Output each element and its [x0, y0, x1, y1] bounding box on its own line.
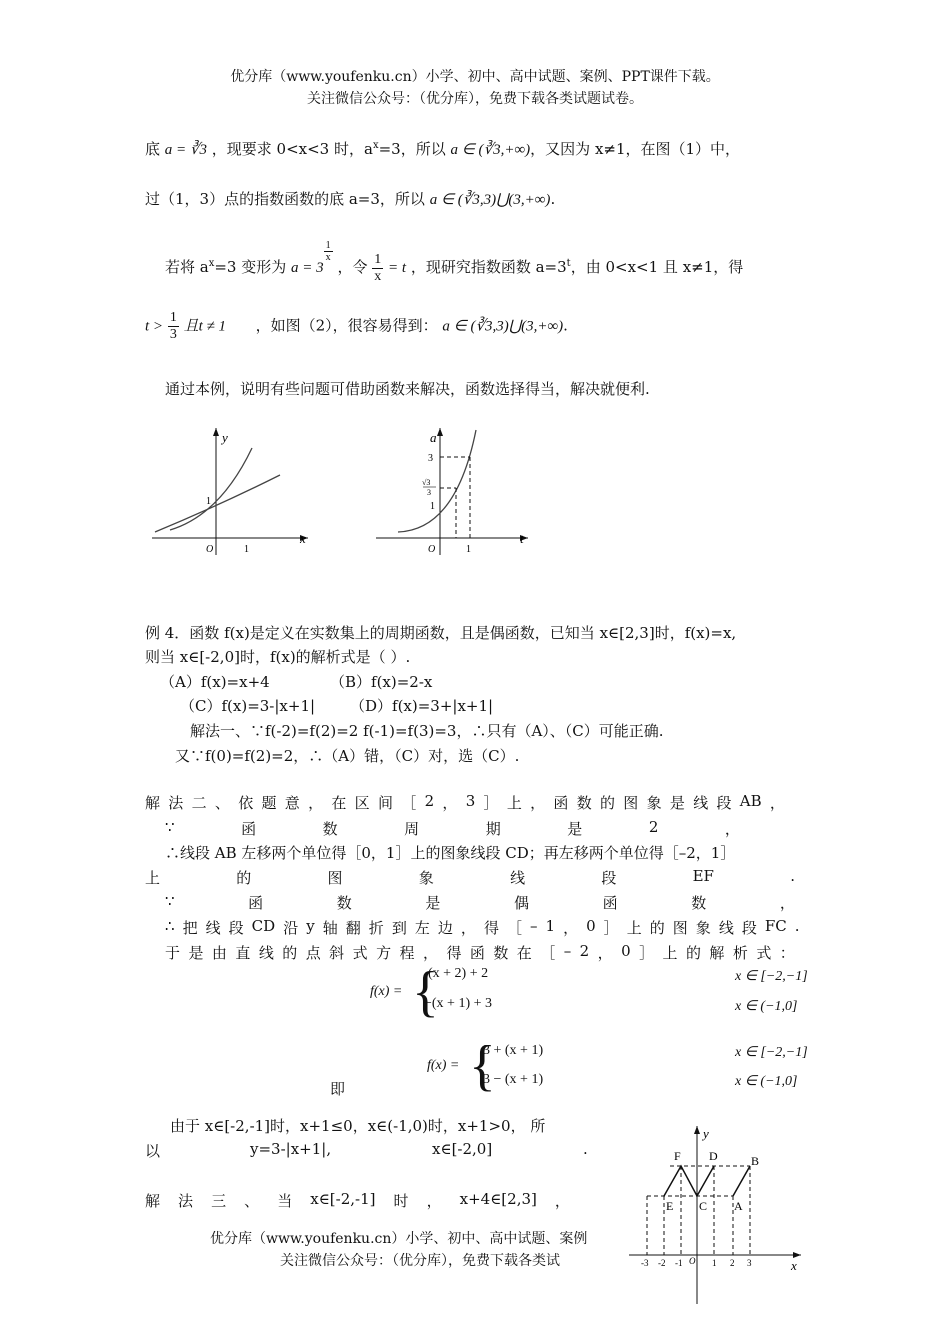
- tick-1: 1: [712, 1258, 717, 1268]
- math-interval: a ∈ (∛3,+∞): [450, 142, 531, 158]
- pw2-brace: {: [469, 1035, 496, 1097]
- label-C: C: [699, 1199, 708, 1213]
- solution-1-line-a: 解法一、∵f(-2)=f(2)=2 f(-1)=f(3)=3，∴只有（A）、（C）可能正确.: [190, 722, 664, 740]
- token: 偶: [514, 894, 530, 912]
- text: ，现研究指数函数 a=3: [410, 258, 567, 276]
- token: 到: [391, 919, 407, 937]
- token: 函: [248, 894, 264, 912]
- token: 线: [205, 919, 221, 937]
- token: 解: [709, 944, 725, 962]
- text: ，如图（2），很容易得到：: [255, 316, 438, 335]
- paragraph-3: [165, 240, 743, 285]
- header-line-1: 优分库（www.youfenku.cn）小学、初中、高中试题、案例、PPT课件下载。: [230, 69, 720, 85]
- num: 1: [374, 251, 382, 267]
- token: 在: [331, 794, 347, 812]
- token: 法: [168, 794, 184, 812]
- sol2-line-1: [145, 792, 785, 813]
- token: 象: [418, 869, 434, 887]
- tick-3: 3: [747, 1258, 752, 1268]
- token: 的: [600, 794, 616, 812]
- token: –: [530, 917, 538, 935]
- pw2-ji: 即: [330, 1080, 346, 1098]
- sol2-line-5: [165, 892, 795, 913]
- example-line-1: 例 4．函数 f(x)是定义在实数集上的周期函数，且是偶函数，已知当 x∈[2,3]时，f(x)=x,: [145, 624, 737, 642]
- pw2-row1: 3 + (x + 1): [483, 1043, 544, 1058]
- token: 得: [483, 919, 499, 937]
- math-interval: a ∈ (∛3,3)⋃(3,+∞): [429, 192, 551, 208]
- tick-neg1: -1: [675, 1258, 683, 1268]
- token: 线: [510, 869, 526, 887]
- token: 线: [693, 794, 709, 812]
- sup: x: [372, 140, 379, 151]
- fraction-1-over-3: [168, 310, 179, 343]
- token: 间: [377, 794, 393, 812]
- paragraph-5: 通过本例，说明有些问题可借助函数来解决，函数选择得当，解决就便利.: [165, 380, 650, 398]
- label-origin: O: [689, 1256, 696, 1266]
- token: 当: [277, 1192, 293, 1210]
- token: 数: [322, 820, 338, 838]
- text: 底: [145, 140, 161, 158]
- den: x: [325, 252, 331, 263]
- label-root3-den: 3: [427, 488, 431, 497]
- label-A: A: [734, 1199, 743, 1213]
- label-one-x: 1: [244, 544, 249, 555]
- token: 解: [145, 794, 161, 812]
- segments-EF-FC-CD: [664, 1166, 714, 1196]
- text: ，令: [337, 258, 368, 276]
- paragraph-4: [145, 310, 568, 343]
- token: CD: [251, 917, 276, 935]
- token: 段: [228, 919, 244, 937]
- y-arrow: [213, 428, 219, 436]
- math-interval: a ∈ (∛3,3)⋃(3,+∞): [442, 318, 564, 335]
- token: ，: [308, 794, 324, 812]
- token: 0: [621, 942, 631, 960]
- token: 的: [649, 919, 665, 937]
- paragraph-1: [145, 138, 740, 159]
- pw2-lhs: f(x) =: [427, 1058, 460, 1073]
- segment-AB: [733, 1166, 750, 1196]
- label-y: y: [703, 1126, 709, 1141]
- token: ∴: [165, 917, 175, 935]
- token: 的: [236, 869, 252, 887]
- token: 边: [437, 919, 453, 937]
- token: 区: [354, 794, 370, 812]
- token: 函: [241, 820, 257, 838]
- token: 象: [646, 794, 662, 812]
- token: 是: [567, 820, 583, 838]
- pw1-lhs: f(x) =: [370, 984, 403, 999]
- token: 线: [718, 919, 734, 937]
- token: ，: [769, 794, 785, 812]
- paragraph-2: [145, 188, 555, 209]
- pw1-row1: (x + 2) + 2: [428, 966, 489, 981]
- text: 过（1，3）点的指数函数的底 a=3，所以: [145, 190, 425, 208]
- token: 、: [244, 1192, 260, 1210]
- tick-neg2: -2: [658, 1258, 666, 1268]
- token: 题: [261, 794, 277, 812]
- token: 函: [553, 794, 569, 812]
- token: ∵: [165, 818, 175, 836]
- option-c: （C）f(x)=3-|x+1|: [180, 697, 316, 715]
- pw1-row2: −(x + 1) + 3: [424, 996, 493, 1011]
- token: 2: [424, 792, 435, 810]
- token: 0: [586, 917, 596, 935]
- token: 1: [545, 917, 556, 935]
- sol3-line-1: [145, 1190, 570, 1211]
- num: 1: [325, 240, 331, 251]
- tick-neg3: -3: [641, 1258, 649, 1268]
- token: 点: [305, 944, 321, 962]
- token: ，: [426, 1192, 442, 1210]
- example-line-2: 则当 x∈[-2,0]时，f(x)的解析式是（ ）.: [145, 648, 411, 666]
- token: 式: [756, 944, 772, 962]
- token: 直: [235, 944, 251, 962]
- label-E: E: [666, 1199, 674, 1213]
- token: ，: [460, 919, 476, 937]
- token: 函: [602, 894, 618, 912]
- token: ［: [401, 794, 417, 812]
- token: ，: [724, 820, 740, 838]
- label-root3: √3: [422, 478, 431, 487]
- token: 由: [211, 944, 227, 962]
- token: 上: [626, 919, 642, 937]
- token: ：: [779, 944, 795, 962]
- label-t: t: [520, 531, 524, 546]
- token: 是: [669, 794, 685, 812]
- token: 2: [648, 818, 659, 836]
- token: 在: [516, 944, 532, 962]
- token: 图: [623, 794, 639, 812]
- token: 期: [485, 820, 501, 838]
- token: 程: [399, 944, 415, 962]
- token: 析: [732, 944, 748, 962]
- token: 上: [145, 869, 161, 887]
- text: 若将 a: [165, 258, 209, 276]
- label-F: F: [674, 1149, 681, 1163]
- sol-end-line-2b: y=3-|x+1|,: [250, 1140, 332, 1158]
- token: 是: [425, 894, 441, 912]
- a-arrow: [437, 428, 443, 436]
- label-y: y: [222, 430, 228, 445]
- token: .: [794, 917, 800, 935]
- footer-line-2: 关注微信公众号：（优分库），免费下载各类试: [280, 1253, 560, 1269]
- text: .: [550, 190, 556, 208]
- tick-2: 2: [730, 1258, 735, 1268]
- token: ，: [563, 919, 579, 937]
- token: 图: [672, 919, 688, 937]
- label-one-y: 1: [430, 501, 435, 512]
- token: 沿: [283, 919, 299, 937]
- token: 3: [465, 792, 476, 810]
- token: 于: [165, 944, 181, 962]
- curve-large-base: [170, 448, 252, 530]
- label-D: D: [709, 1149, 718, 1163]
- token: 段: [716, 794, 732, 812]
- token: 数: [336, 894, 352, 912]
- token: 三: [211, 1192, 227, 1210]
- token: 解: [145, 1192, 161, 1210]
- fraction-1-over-x: [372, 252, 383, 285]
- token: .: [790, 867, 795, 885]
- figure-3: [615, 1118, 815, 1310]
- token: ，: [530, 794, 546, 812]
- token: x∈[-2,-1]: [310, 1190, 376, 1208]
- token: 依: [238, 794, 254, 812]
- math: t >: [145, 318, 164, 335]
- token: y: [306, 917, 315, 935]
- figure-1: [140, 420, 320, 560]
- token: 斜: [329, 944, 345, 962]
- pw2-row2: 3 − (x + 1): [483, 1072, 544, 1087]
- sol-end-line-2d: .: [583, 1140, 588, 1158]
- text: =3，所以: [378, 140, 446, 158]
- solution-1-line-b: 又∵f(0)=f(2)=2，∴（A）错，（C）对，选（C）.: [175, 747, 520, 765]
- token: 二: [191, 794, 207, 812]
- curve-small-base: [155, 475, 280, 532]
- token: ，: [779, 894, 795, 912]
- text: ，现要求 0<x<3 时，a: [211, 140, 373, 158]
- token: 时: [393, 1192, 409, 1210]
- token: 周: [404, 820, 420, 838]
- option-b: （B）f(x)=2-x: [330, 673, 433, 691]
- token: ［: [540, 944, 556, 962]
- label-x: x: [300, 531, 306, 546]
- token: 把: [182, 919, 198, 937]
- text: =3 变形为: [214, 258, 287, 276]
- token: ，: [442, 794, 458, 812]
- pw1-domain2: x ∈ (−1,0]: [735, 999, 798, 1014]
- token: ］: [639, 944, 655, 962]
- sup: x: [208, 258, 215, 269]
- pw2-domain2: x ∈ (−1,0]: [735, 1074, 798, 1089]
- math: = t: [388, 260, 407, 276]
- token: 数: [691, 894, 707, 912]
- label-origin: O: [428, 544, 436, 555]
- sol-end-line-1: 由于 x∈[-2,-1]时，x+1≤0，x∈(-1,0)时，x+1>0， 所: [170, 1117, 546, 1135]
- token: 2: [579, 942, 590, 960]
- pw1-domain1: x ∈ [−2,−1]: [735, 969, 808, 984]
- token: EF: [692, 867, 714, 885]
- label-x: x: [791, 1258, 797, 1273]
- pw2-domain1: x ∈ [−2,−1]: [735, 1045, 808, 1060]
- token: ］: [603, 919, 619, 937]
- token: ，: [597, 944, 613, 962]
- token: FC: [764, 917, 787, 935]
- token: 式: [352, 944, 368, 962]
- math: 且t ≠ 1: [183, 318, 227, 335]
- figure-2: [370, 420, 540, 560]
- token: 的: [685, 944, 701, 962]
- token: ［: [506, 919, 522, 937]
- token: 函: [469, 944, 485, 962]
- token: x+4∈[2,3]: [459, 1190, 537, 1208]
- den: x: [374, 268, 382, 284]
- token: 、: [214, 794, 230, 812]
- token: 得: [446, 944, 462, 962]
- sol2-line-4: [145, 867, 795, 888]
- token: 图: [327, 869, 343, 887]
- option-d: （D）f(x)=3+|x+1|: [350, 697, 494, 715]
- pw1-brace: {: [412, 961, 439, 1023]
- den: 3: [169, 327, 177, 342]
- label-3: 3: [428, 453, 433, 464]
- token: –: [563, 942, 572, 960]
- token: 象: [695, 919, 711, 937]
- token: AB: [739, 792, 762, 810]
- token: 方: [376, 944, 392, 962]
- math-base: a = 3: [291, 260, 324, 276]
- y-arrow: [694, 1126, 700, 1134]
- label-B: B: [751, 1154, 760, 1168]
- footer-line-1: 优分库（www.youfenku.cn）小学、初中、高中试题、案例: [210, 1231, 588, 1247]
- token: 的: [282, 944, 298, 962]
- token: 段: [741, 919, 757, 937]
- sol2-line-3: ∴线段 AB 左移两个单位得［0，1］上的图象线段 CD；再左移两个单位得［–2，1］: [165, 844, 736, 862]
- token: 数: [576, 794, 592, 812]
- token: 是: [188, 944, 204, 962]
- token: ，: [422, 944, 438, 962]
- token: 意: [284, 794, 300, 812]
- token: 上: [506, 794, 522, 812]
- curve-3-pow-t: [398, 430, 476, 532]
- token: 左: [414, 919, 430, 937]
- token: 上: [662, 944, 678, 962]
- label-origin: O: [206, 544, 214, 555]
- header-line-2: 关注微信公众号：（优分库），免费下载各类试题试卷。: [307, 91, 643, 107]
- num: 1: [169, 310, 177, 325]
- math-a-cuberoot3: a = ∛3: [164, 142, 207, 158]
- text: .: [563, 316, 568, 335]
- token: 线: [258, 944, 274, 962]
- label-one-x: 1: [466, 544, 471, 555]
- text: ，由 0<x<1 且 x≠1，得: [570, 258, 744, 276]
- option-a: （A）f(x)=x+4: [160, 673, 270, 691]
- token: 轴: [322, 919, 338, 937]
- exponent-fraction: [324, 240, 333, 263]
- label-a: a: [430, 430, 437, 445]
- sol-end-line-2a: 以: [145, 1142, 161, 1160]
- token: 法: [178, 1192, 194, 1210]
- token: ］: [483, 794, 499, 812]
- token: 折: [368, 919, 384, 937]
- text: ，又因为 x≠1，在图（1）中，: [530, 140, 741, 158]
- sol2-line-7: [165, 942, 795, 963]
- sol2-line-6: [165, 917, 800, 938]
- token: 段: [601, 869, 617, 887]
- token: 数: [493, 944, 509, 962]
- token: ，: [554, 1192, 570, 1210]
- sol-end-line-2c: x∈[-2,0]: [432, 1140, 493, 1158]
- token: 翻: [345, 919, 361, 937]
- sol2-line-2: [165, 818, 740, 839]
- label-one-y: 1: [206, 496, 211, 507]
- sup: t: [566, 258, 571, 269]
- token: ∵: [165, 892, 175, 910]
